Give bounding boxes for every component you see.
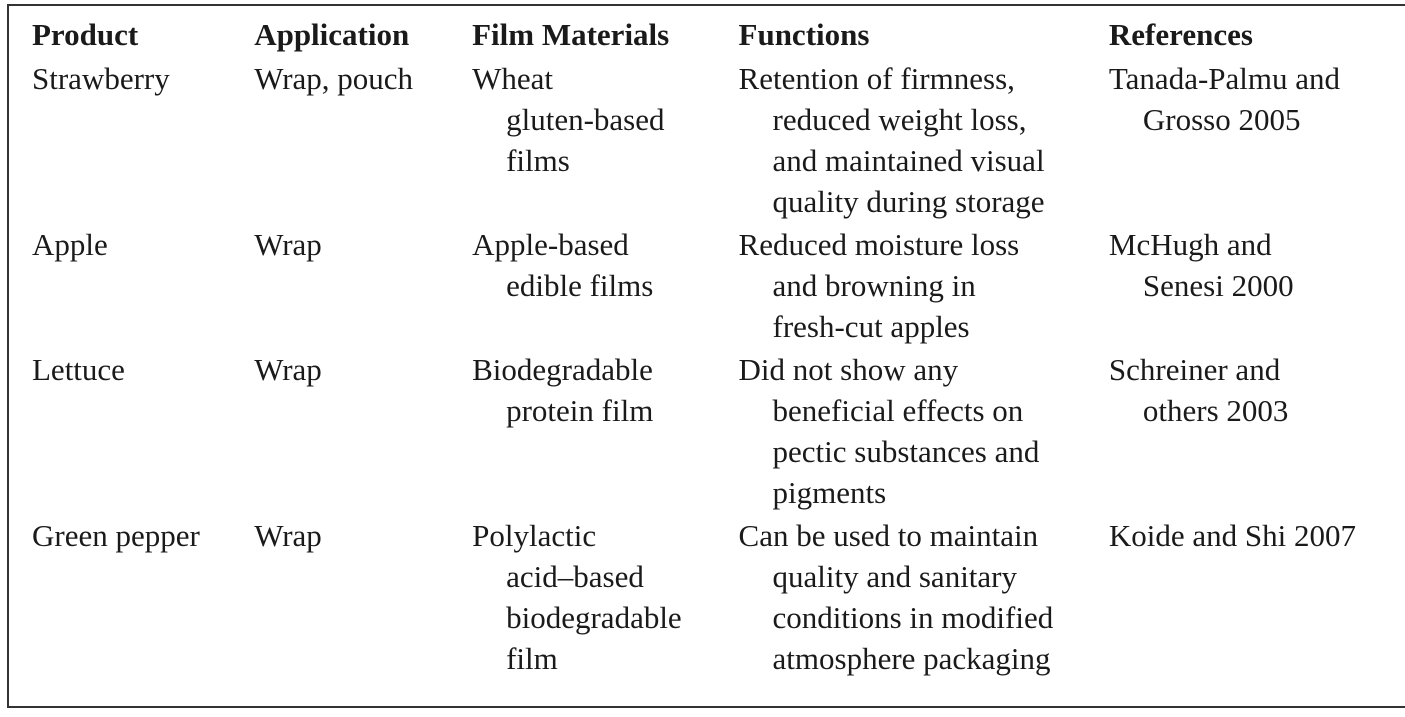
cell-application: Wrap [254,518,322,553]
data-table [32,14,1405,681]
cell-film-materials: Apple-based edible films [472,227,654,303]
cell-film-materials: Biodegradable protein film [472,352,654,428]
header-functions: Functions [738,17,870,52]
table-row [32,224,1405,349]
cell-application: Wrap [254,227,322,262]
header-row [32,14,1405,58]
cell-functions: Retention of firmness, reduced weight loss, and maintained visual quality during storage [738,61,1045,219]
cell-application: Wrap [254,352,322,387]
table-row [32,349,1405,515]
header-film-materials: Film Materials [472,17,670,52]
cell-functions: Reduced moisture loss and browning in fresh-cut apples [738,227,1020,344]
cell-film-materials: Polylactic acid–based biodegradable film [472,518,682,676]
cell-references: Koide and Shi 2007 [1108,518,1357,553]
cell-product: Apple [32,227,108,262]
cell-product: Lettuce [32,352,125,387]
cell-product: Strawberry [32,61,170,96]
table-row [32,515,1405,681]
cell-functions: Did not show any beneficial effects on pectic substances and pigments [738,352,1040,510]
table-row [32,58,1405,224]
cell-film-materials: Wheat gluten-based films [472,61,665,178]
cell-application: Wrap, pouch [254,61,414,96]
header-application: Application [254,17,410,52]
cell-references: McHugh and Senesi 2000 [1108,227,1294,303]
cell-references: Schreiner and others 2003 [1108,352,1289,428]
cell-references: Tanada-Palmu and Grosso 2005 [1108,61,1341,137]
cell-product: Green pepper [32,518,200,553]
header-product: Product [32,17,139,52]
cell-functions: Can be used to maintain quality and sanitary conditions in modified atmosphere packaging [738,518,1054,676]
header-references: References [1108,17,1253,52]
